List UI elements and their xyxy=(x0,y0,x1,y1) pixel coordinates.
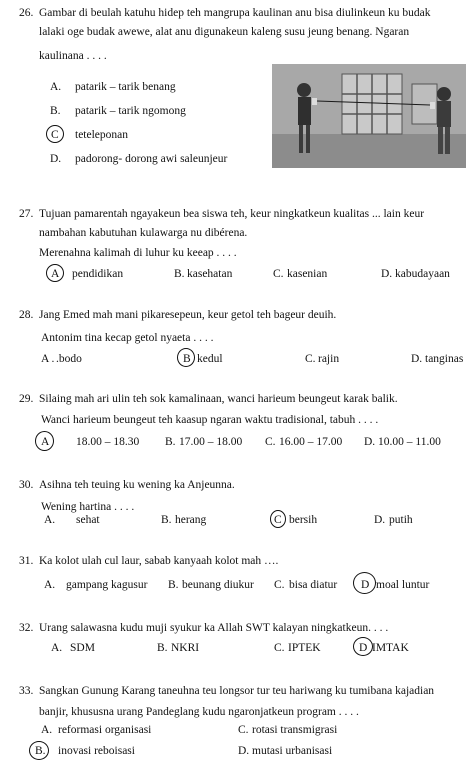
q30-option-b-letter[interactable]: B. xyxy=(161,514,172,526)
q27-option-c-text[interactable]: kasenian xyxy=(287,268,328,280)
q33-option-c-text[interactable]: rotasi transmigrasi xyxy=(252,724,338,736)
q26-number: 26. xyxy=(19,7,34,19)
q26-stem-line-2: lalaki oge budak awewe, alat anu digunakeun kaleng susu jeung benang. Ngaran xyxy=(39,26,410,38)
q28-option-c-letter[interactable]: C. xyxy=(305,353,316,365)
q27-option-a-letter[interactable]: A xyxy=(51,268,60,280)
q31-option-b-letter[interactable]: B. xyxy=(168,579,179,591)
q28-number: 28. xyxy=(19,309,34,321)
q31-option-a-text[interactable]: gampang kagusur xyxy=(66,579,148,591)
q32-option-c-text[interactable]: IPTEK xyxy=(288,642,321,654)
q28-option-d-letter[interactable]: D. xyxy=(411,353,423,365)
q29-number: 29. xyxy=(19,393,34,405)
q26-stem-line-3: kaulinana . . . . xyxy=(39,50,107,62)
q30-number: 30. xyxy=(19,479,34,491)
q33-option-d-letter[interactable]: D. xyxy=(238,745,250,757)
q27-stem-line-2: nambahan kabutuhan kulawarga nu dibérena. xyxy=(39,227,248,239)
q33-option-a-letter[interactable]: A. xyxy=(41,724,53,736)
q32-option-b-text[interactable]: NKRI xyxy=(171,642,200,654)
q29-option-b-text[interactable]: 17.00 – 18.00 xyxy=(179,436,243,448)
q29-option-c-letter[interactable]: C. xyxy=(265,436,276,448)
q26-stem-line-1: Gambar di beulah katuhu hidep teh mangrupa kaulinan anu bisa diulinkeun ku budak xyxy=(39,7,431,19)
q28-option-a-letter[interactable]: A . xyxy=(41,353,55,365)
q27-option-c-letter[interactable]: C. xyxy=(273,268,284,280)
q26-option-c-letter[interactable]: C xyxy=(51,129,59,141)
q26-option-d-text[interactable]: padorong- dorong awi saleunjeur xyxy=(75,153,228,165)
q30-option-b-text[interactable]: herang xyxy=(175,514,207,526)
q30-option-d-text[interactable]: putih xyxy=(389,514,413,526)
q30-option-a-text[interactable]: sehat xyxy=(76,514,100,526)
q33-stem-line-2: banjir, khususna urang Pandeglang kudu ngaronjatkeun program . . . . xyxy=(39,706,359,718)
q30-option-a-letter[interactable]: A. xyxy=(44,514,56,526)
q28-option-c-text[interactable]: rajin xyxy=(318,353,340,365)
q26-option-d-letter[interactable]: D. xyxy=(50,153,62,165)
q28-stem-line-1: Jang Emed mah mani pikaresepeun, keur getol teh bageur deuih. xyxy=(39,309,337,321)
q26-option-a-text[interactable]: patarik – tarik benang xyxy=(75,81,176,93)
q32-option-d-letter[interactable]: D xyxy=(359,642,368,654)
q27-option-d-letter[interactable]: D. xyxy=(381,268,393,280)
q29-stem-line-2: Wanci harieum beungeut teh kaasup ngaran waktu tradisional, tabuh . . . . xyxy=(41,414,379,426)
q29-stem-line-1: Silaing mah ari ulin teh sok kamalinaan, wanci harieum beungeut karak balik. xyxy=(39,393,398,405)
q32-option-a-text[interactable]: SDM xyxy=(70,642,95,654)
q27-option-d-text[interactable]: kabudayaan xyxy=(395,268,450,280)
q31-option-b-text[interactable]: beunang diukur xyxy=(182,579,254,591)
q30-stem-line-2: Wening hartina . . . . xyxy=(41,501,135,513)
q30-option-d-letter[interactable]: D. xyxy=(374,514,386,526)
q33-option-d-text[interactable]: mutasi urbanisasi xyxy=(252,745,333,757)
q31-option-c-letter[interactable]: C. xyxy=(274,579,285,591)
q29-option-d-text[interactable]: 10.00 – 11.00 xyxy=(378,436,441,448)
q31-stem-line-1: Ka kolot ulah cul laur, sabab kanyaah kolot mah …. xyxy=(39,555,279,567)
q29-option-a-letter[interactable]: A xyxy=(41,436,50,448)
q26-option-b-text[interactable]: patarik – tarik ngomong xyxy=(75,105,186,117)
q32-option-d-text[interactable]: IMTAK xyxy=(372,642,409,654)
q26-option-a-letter[interactable]: A. xyxy=(50,81,62,93)
q28-option-a-text[interactable]: .bodo xyxy=(56,353,82,365)
q33-option-b-letter[interactable]: B. xyxy=(35,745,46,757)
q30-stem-line-1: Asihna teh teuing ku wening ka Anjeunna. xyxy=(39,479,235,491)
q33-option-a-text[interactable]: reformasi organisasi xyxy=(58,724,152,736)
q29-option-b-letter[interactable]: B. xyxy=(165,436,176,448)
q31-option-d-letter[interactable]: D xyxy=(361,579,370,591)
q27-number: 27. xyxy=(19,208,34,220)
tin-can-telephone-photo xyxy=(272,64,466,168)
q27-stem-line-1: Tujuan pamarentah ngayakeun bea siswa teh, keur ningkatkeun kualitas ... lain keur xyxy=(39,208,425,220)
q31-option-c-text[interactable]: bisa diatur xyxy=(289,579,338,591)
q31-option-d-text[interactable]: moal luntur xyxy=(376,579,430,591)
q33-option-c-letter[interactable]: C. xyxy=(238,724,249,736)
q32-stem-line-1: Urang salawasna kudu muji syukur ka Allah SWT kalayan ningkatkeun. . . . xyxy=(39,622,389,634)
q27-option-a-text[interactable]: pendidikan xyxy=(72,268,124,280)
q31-number: 31. xyxy=(19,555,34,567)
q29-option-a-text[interactable]: 18.00 – 18.30 xyxy=(76,436,140,448)
q26-option-b-letter[interactable]: B. xyxy=(50,105,61,117)
q29-option-d-letter[interactable]: D. xyxy=(364,436,376,448)
q33-number: 33. xyxy=(19,685,34,697)
q28-option-b-text[interactable]: kedul xyxy=(197,353,223,365)
q30-option-c-letter[interactable]: C xyxy=(274,514,282,526)
q30-option-c-text[interactable]: bersih xyxy=(289,514,318,526)
q32-option-a-letter[interactable]: A. xyxy=(51,642,63,654)
q31-option-a-letter[interactable]: A. xyxy=(44,579,56,591)
q29-option-c-text[interactable]: 16.00 – 17.00 xyxy=(279,436,343,448)
q28-stem-line-2: Antonim tina kecap getol nyaeta . . . . xyxy=(41,332,214,344)
q32-number: 32. xyxy=(19,622,34,634)
q27-option-b-text[interactable]: kasehatan xyxy=(187,268,233,280)
q26-option-c-text[interactable]: teteleponan xyxy=(75,129,129,141)
q32-option-c-letter[interactable]: C. xyxy=(274,642,285,654)
q32-option-b-letter[interactable]: B. xyxy=(157,642,168,654)
q28-option-d-text[interactable]: tanginas xyxy=(425,353,464,365)
q27-option-b-letter[interactable]: B. xyxy=(174,268,185,280)
q33-stem-line-1: Sangkan Gunung Karang taneuhna teu longsor tur teu hariwang ku tumibana kajadian xyxy=(39,685,435,697)
q33-option-b-text[interactable]: inovasi reboisasi xyxy=(58,745,135,757)
q27-stem-line-3: Merenahna kalimah di luhur ku keeap . . . . xyxy=(39,247,237,259)
q28-option-b-letter[interactable]: B xyxy=(183,353,191,365)
